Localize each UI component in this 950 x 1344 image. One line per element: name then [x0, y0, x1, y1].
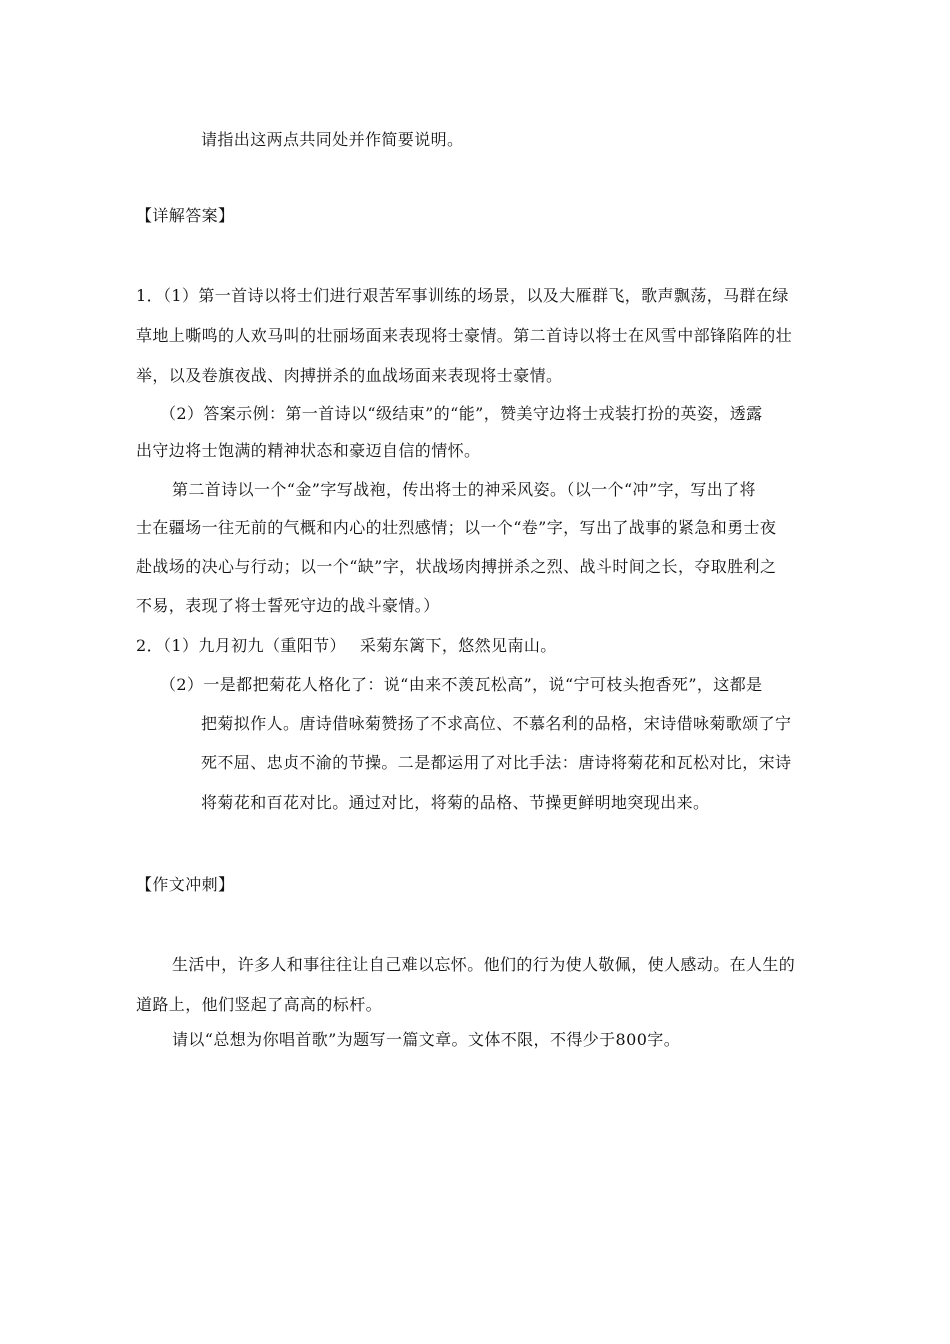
q1-line-4: （2）答案示例：第一首诗以“级结束”的“能”，赞美守边将士戎装打扮的英姿，透露	[160, 404, 763, 423]
answers-heading: 【详解答案】	[136, 206, 235, 225]
intro-line: 请指出这两点共同处并作简要说明。	[201, 130, 464, 149]
q2-line-2: （2）一是都把菊花人格化了：说“由来不羡瓦松高”，说“宁可枝头抱香死”，这都是	[160, 675, 763, 694]
writing-line-3: 请以“总想为你唱首歌”为题写一篇文章。文体不限，不得少于800字。	[172, 1030, 681, 1049]
q2-line-5: 将菊花和百花对比。通过对比，将菊的品格、节操更鲜明地突现出来。	[201, 793, 710, 812]
q1-line-3: 举，以及卷旗夜战、肉搏拼杀的血战场面来表现将士豪情。	[136, 366, 563, 385]
q1-line-8: 赴战场的决心与行动；以一个“缺”字，状战场肉搏拼杀之烈、战斗时间之长，夺取胜利之	[136, 557, 777, 576]
q1-line-7: 士在疆场一往无前的气概和内心的壮烈感情；以一个“卷”字，写出了战事的紧急和勇士夜	[136, 518, 777, 537]
writing-heading: 【作文冲刺】	[136, 875, 235, 894]
q1-line-6: 第二首诗以一个“金”字写战袍，传出将士的神采风姿。（以一个“冲”字，写出了将	[172, 480, 756, 499]
q2-line-1: 2．（1）九月初九（重阳节） 采菊东篱下，悠然见南山。	[136, 636, 557, 655]
q1-line-5: 出守边将士饱满的精神状态和豪迈自信的情怀。	[136, 441, 481, 460]
q2-line-4: 死不屈、忠贞不渝的节操。二是都运用了对比手法：唐诗将菊花和瓦松对比，宋诗	[201, 753, 792, 772]
q1-line-9: 不易，表现了将士誓死守边的战斗豪情。）	[136, 596, 440, 615]
writing-line-2: 道路上，他们竖起了高高的标杆。	[136, 995, 383, 1014]
q1-line-1: 1．（1）第一首诗以将士们进行艰苦军事训练的场景，以及大雁群飞，歌声飘荡，马群在绿	[136, 286, 789, 305]
q2-line-3: 把菊拟作人。唐诗借咏菊赞扬了不求高位、不慕名利的品格，宋诗借咏菊歌颂了宁	[201, 714, 792, 733]
q1-line-2: 草地上嘶鸣的人欢马叫的壮丽场面来表现将士豪情。第二首诗以将士在风雪中部锋陷阵的壮	[136, 326, 793, 345]
writing-line-1: 生活中，许多人和事往往让自己难以忘怀。他们的行为使人敬佩，使人感动。在人生的	[172, 955, 796, 974]
